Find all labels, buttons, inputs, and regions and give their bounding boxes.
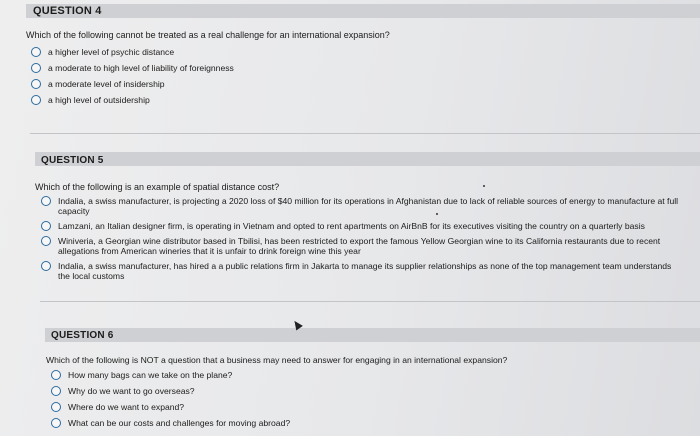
radio-button[interactable]	[41, 261, 51, 271]
answer-option[interactable]	[51, 418, 651, 428]
question-4-title: QUESTION 4	[33, 5, 102, 17]
answer-option[interactable]	[41, 261, 681, 281]
question-6-title: QUESTION 6	[51, 330, 114, 341]
radio-button[interactable]	[31, 47, 41, 57]
answer-option[interactable]	[51, 370, 651, 380]
radio-button[interactable]	[51, 418, 61, 428]
question-5-prompt: Which of the following is an example of spatial distance cost?	[35, 182, 280, 192]
stray-dot	[436, 213, 438, 215]
question-4-options	[31, 47, 631, 111]
question-6-header	[45, 328, 700, 342]
question-divider	[40, 301, 700, 302]
question-6	[0, 310, 700, 436]
answer-option[interactable]	[41, 196, 681, 216]
answer-option[interactable]	[51, 402, 651, 412]
answer-option-label: Indalia, a swiss manufacturer, has hired a a public relations firm in Jakarta to manage its supplier relationships as none of the top management team understands the local customs	[58, 261, 672, 281]
radio-button[interactable]	[31, 79, 41, 89]
answer-option[interactable]	[31, 79, 631, 89]
radio-button[interactable]	[51, 370, 61, 380]
answer-option[interactable]	[41, 221, 681, 231]
answer-option[interactable]	[51, 386, 651, 396]
answer-option-label: Why do we want to go overseas?	[68, 386, 195, 396]
question-6-prompt: Which of the following is NOT a question that a business may need to answer for engaging in an international expansion?	[46, 355, 508, 365]
question-5-header	[35, 152, 700, 166]
question-6-options	[51, 370, 651, 434]
answer-option-label: a higher level of psychic distance	[48, 47, 175, 57]
answer-option-label: Indalia, a swiss manufacturer, is projecting a 2020 loss of $40 million for its operations in Afghanistan due to lack of reliable sources of energy to manufacture at full capacity	[58, 196, 679, 216]
radio-button[interactable]	[41, 196, 51, 206]
radio-button[interactable]	[51, 386, 61, 396]
answer-option-label: Where do we want to expand?	[68, 402, 185, 412]
radio-button[interactable]	[31, 63, 41, 73]
answer-option-label: What can be our costs and challenges for moving abroad?	[68, 418, 291, 428]
question-4-header	[26, 4, 700, 18]
answer-option[interactable]	[31, 63, 631, 73]
answer-option-label: Lamzani, an Italian designer firm, is operating in Vietnam and opted to rent apartments on AirBnB for its executives visiting the country on a quarterly basis	[58, 221, 645, 231]
radio-button[interactable]	[31, 95, 41, 105]
radio-button[interactable]	[41, 221, 51, 231]
question-5-title: QUESTION 5	[41, 155, 104, 166]
answer-option[interactable]	[31, 47, 631, 57]
answer-option-label: a high level of outsidership	[48, 95, 150, 105]
answer-option[interactable]	[41, 236, 681, 256]
question-4	[0, 0, 700, 140]
answer-option-label: Winiveria, a Georgian wine distributor based in Tbilisi, has been restricted to export the famous Yellow Georgian wine to its California restaurants due to recent allegations from American wineries that it is unfair to drink foreign wine this year	[58, 236, 661, 256]
question-divider	[30, 133, 700, 134]
radio-button[interactable]	[41, 236, 51, 246]
question-4-prompt: Which of the following cannot be treated as a real challenge for an international expansion?	[26, 30, 390, 40]
answer-option-label: How many bags can we take on the plane?	[68, 370, 233, 380]
question-5	[0, 140, 700, 310]
question-5-options	[41, 196, 681, 286]
answer-option-label: a moderate level of insidership	[48, 79, 165, 89]
answer-option-label: a moderate to high level of liability of foreignness	[48, 63, 234, 73]
stray-dot	[483, 185, 485, 187]
radio-button[interactable]	[51, 402, 61, 412]
answer-option[interactable]	[31, 95, 631, 105]
